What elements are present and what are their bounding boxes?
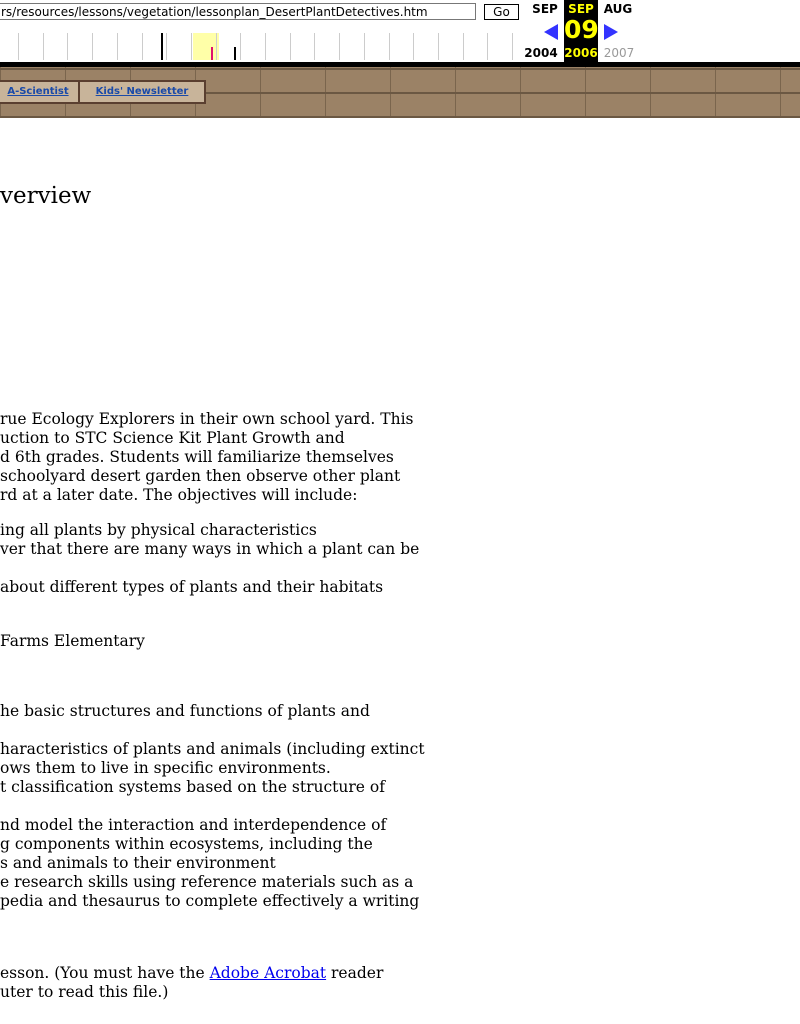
text-line: ows them to live in specific environments. <box>0 759 331 777</box>
nav-kids-newsletter[interactable]: Kids' Newsletter <box>78 80 206 104</box>
text-line: ing all plants by physical characteristics <box>0 521 317 539</box>
nav-ask-a-scientist[interactable]: A-Scientist <box>0 80 80 104</box>
text-line: s and animals to their environment <box>0 854 276 872</box>
timeline-tick <box>487 33 488 60</box>
next-arrow-icon[interactable] <box>604 24 618 40</box>
timeline-tick <box>92 33 93 60</box>
timeline-tick <box>463 33 464 60</box>
timeline-tick <box>265 33 266 60</box>
timeline[interactable] <box>0 33 518 60</box>
text-line: t classification systems based on the structure of <box>0 778 385 796</box>
timeline-tick <box>43 33 44 60</box>
timeline-tick <box>413 33 414 60</box>
timeline-tick <box>142 33 143 60</box>
capture-mark[interactable] <box>234 47 236 60</box>
current-day: 09 <box>564 15 599 44</box>
capture-mark[interactable] <box>161 33 163 60</box>
text-line: uction to STC Science Kit Plant Growth and <box>0 429 345 447</box>
text-line: about different types of plants and their habitats <box>0 578 384 596</box>
text-line: g components within ecosystems, including the <box>0 835 373 853</box>
timeline-tick <box>67 33 68 60</box>
text-line: nd model the interaction and interdependence of <box>0 816 387 834</box>
timeline-tick <box>240 33 241 60</box>
text-line: rue Ecology Explorers in their own school yard. This <box>0 410 414 428</box>
text-line: ver that there are many ways in which a plant can be <box>0 540 420 558</box>
text: esson. (You must have the <box>0 964 210 982</box>
next-month: AUG <box>603 2 633 16</box>
next-year: 2007 <box>603 46 635 60</box>
page-heading: verview <box>0 183 92 209</box>
text-line: schoolyard desert garden then observe other plant <box>0 467 401 485</box>
timeline-tick <box>364 33 365 60</box>
text-line: pedia and thesaurus to complete effectively a writing <box>0 892 420 910</box>
current-year: 2006 <box>564 46 598 60</box>
timeline-tick <box>290 33 291 60</box>
timeline-tick <box>18 33 19 60</box>
url-input[interactable]: rs/resources/lessons/vegetation/lessonplan_DesertPlantDetectives.htm <box>0 3 476 20</box>
timeline-tick <box>314 33 315 60</box>
timeline-tick <box>438 33 439 60</box>
prev-month: SEP <box>532 2 558 16</box>
adobe-acrobat-link[interactable]: Adobe Acrobat <box>209 964 327 982</box>
text-line: haracteristics of plants and animals (including extinct <box>0 740 425 758</box>
text-line: Farms Elementary <box>0 632 145 650</box>
current-capture <box>564 0 598 62</box>
text-line: d 6th grades. Students will familiarize themselves <box>0 448 394 466</box>
text-line: rd at a later date. The objectives will include: <box>0 486 358 504</box>
timeline-tick <box>512 33 513 60</box>
text-line: he basic structures and functions of plants and <box>0 702 370 720</box>
timeline-tick <box>166 33 167 60</box>
prev-arrow-icon[interactable] <box>544 24 558 40</box>
timeline-tick <box>389 33 390 60</box>
text-line <box>0 964 383 983</box>
timeline-tick <box>216 33 217 60</box>
timeline-tick <box>117 33 118 60</box>
go-button[interactable]: Go <box>484 4 519 20</box>
header-banner <box>0 67 800 118</box>
current-month: SEP <box>568 2 594 16</box>
text-line: e research skills using reference materials such as a <box>0 873 414 891</box>
text-line: uter to read this file.) <box>0 983 169 1001</box>
capture-mark[interactable] <box>211 47 213 60</box>
timeline-tick <box>339 33 340 60</box>
wayback-toolbar <box>0 0 800 62</box>
text: reader <box>326 964 384 982</box>
timeline-tick <box>191 33 192 60</box>
prev-year: 2004 <box>524 46 558 60</box>
